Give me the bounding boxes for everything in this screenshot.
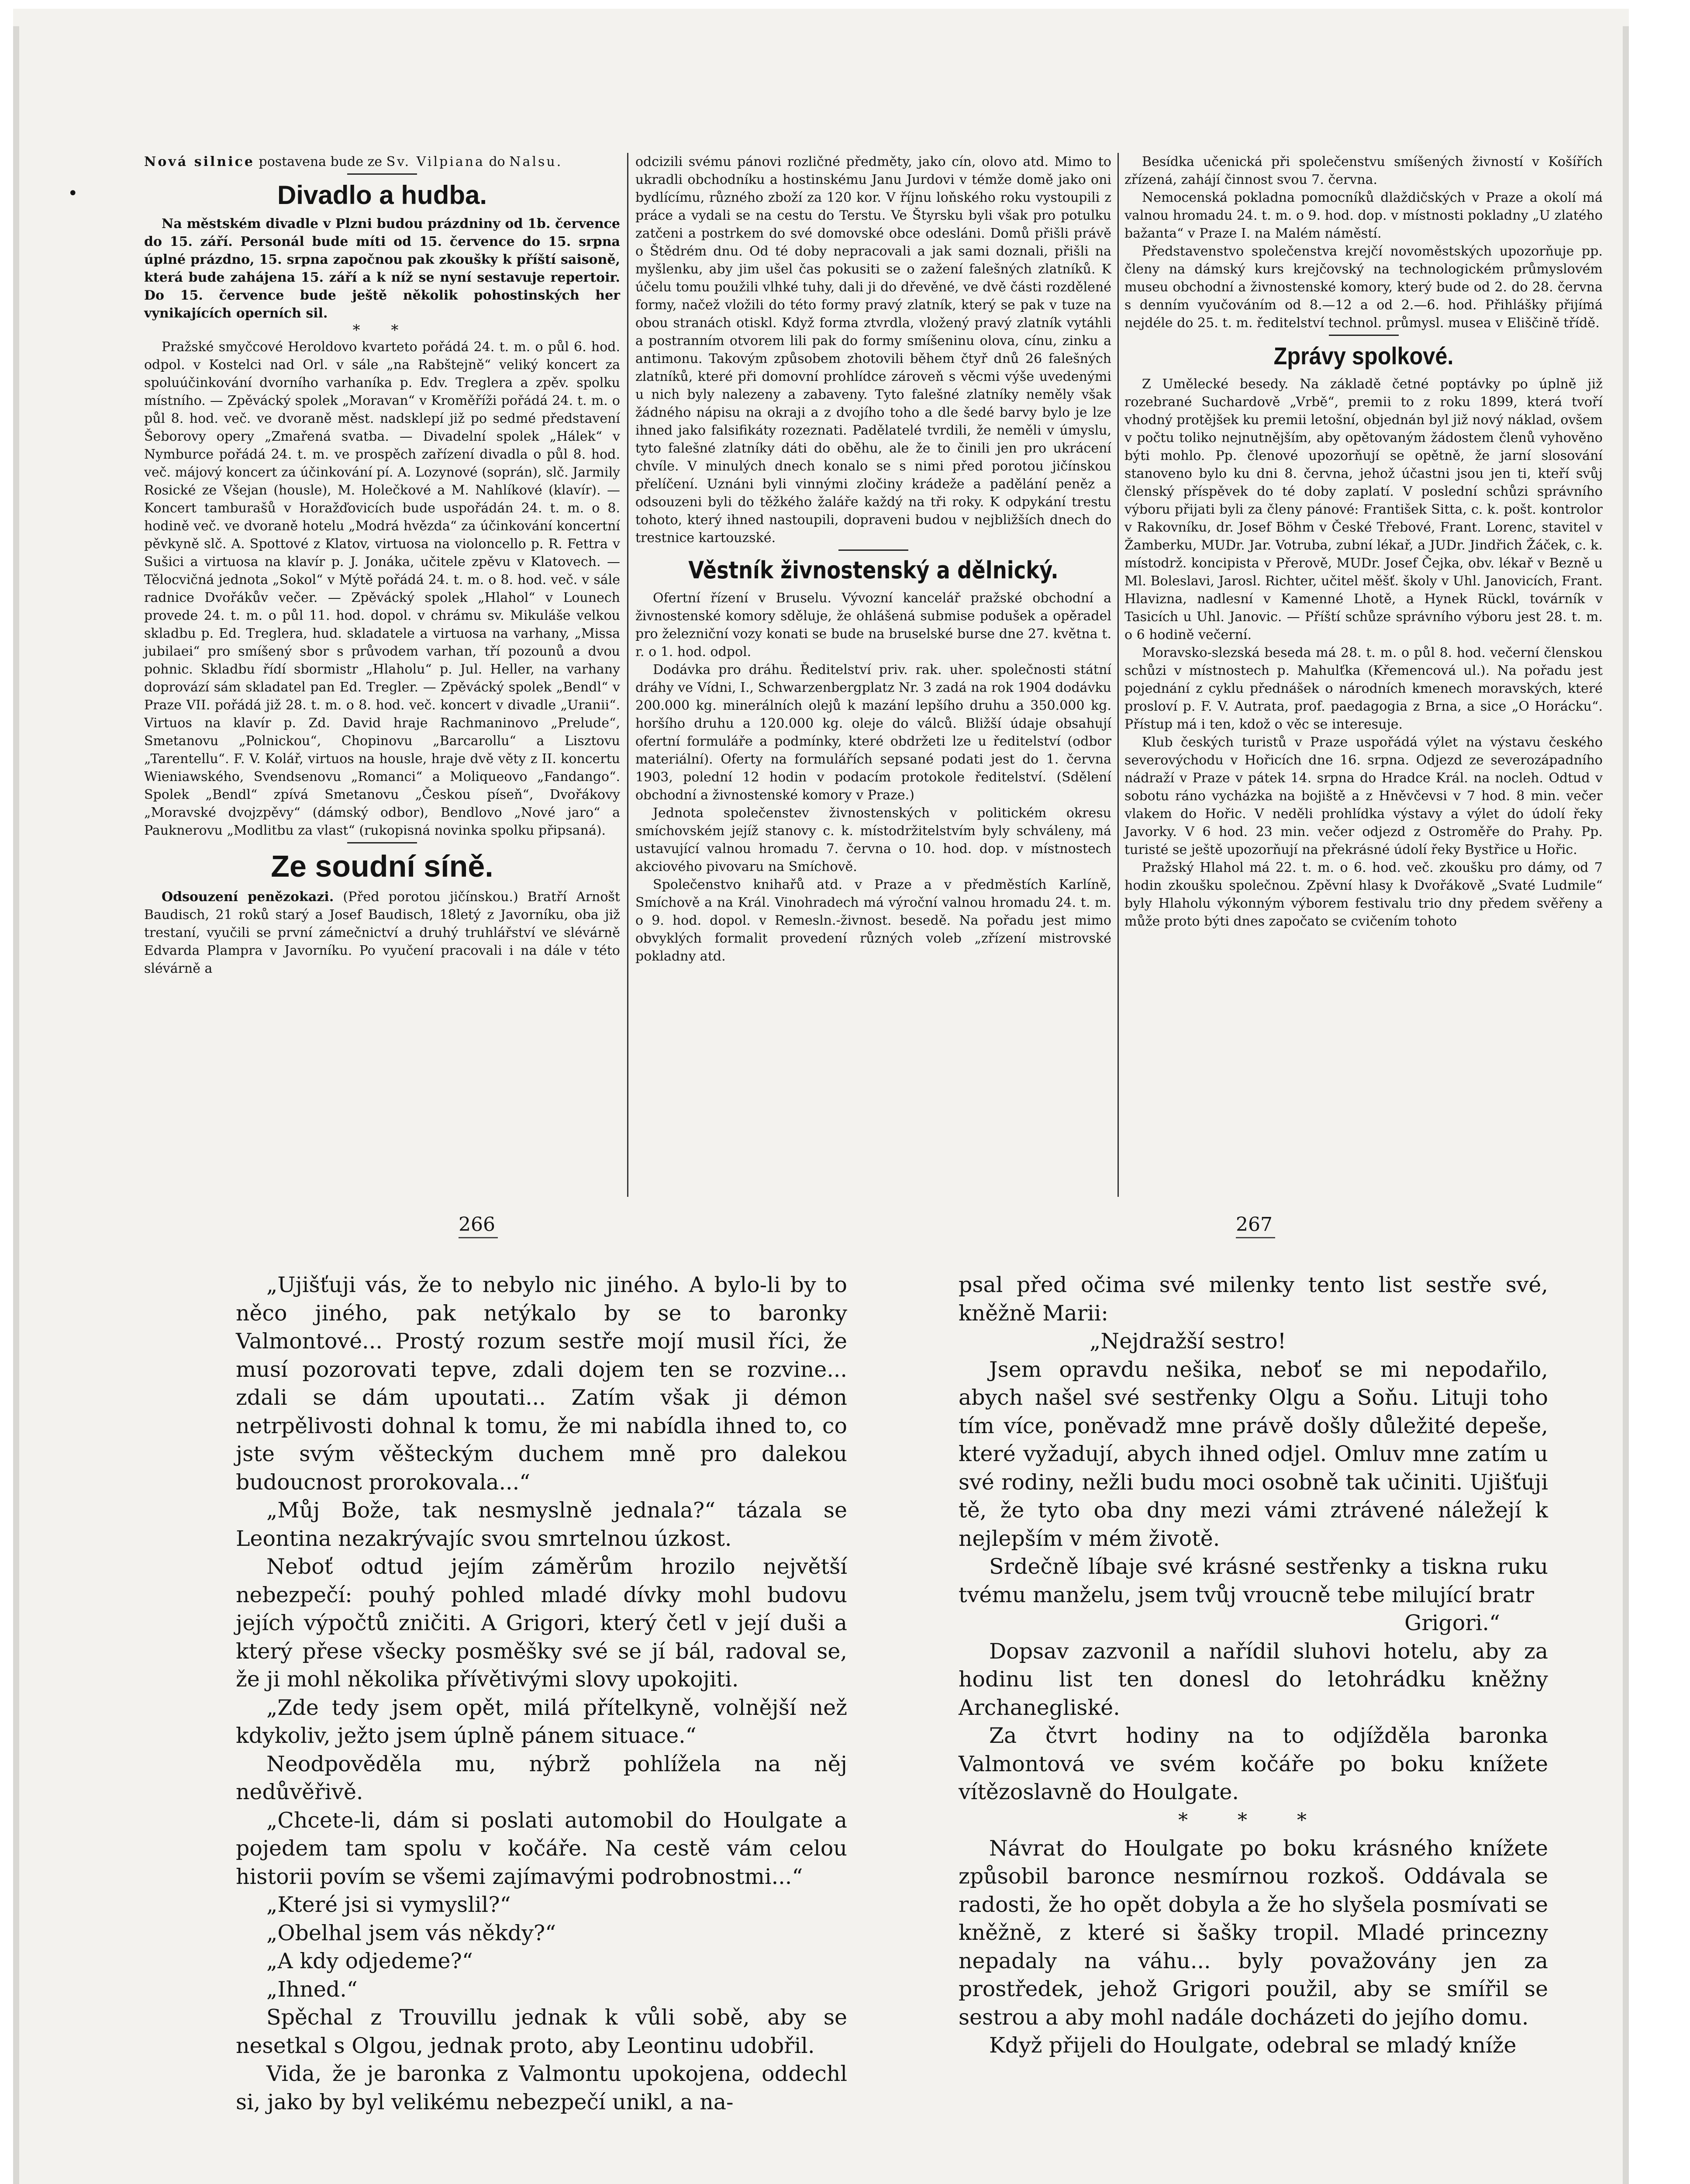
right-paragraph-3: Představenstvo společenstva krejčí novoměstských upozorňuje pp. členy na dámský kurs krejčovský na technologickém průmyslovém museu obchodní a živnostenské komory, který bude od 2. do 28. června s denním vyučováním od 8.—12 a od 2.—6. hod. Přihlášky přijímá nejdéle do 25. t. m. ředitelství technol. průmysl. musea v Eliščině třídě. [1124,244,1603,331]
page-edge-right [1623,26,1629,2184]
novel-paragraph: Neodpověděla mu, nýbrž pohlížela na něj nedůvěřivě. [236,1751,847,1804]
novel-paragraph: psal před očima své milenky tento list sestře své, kněžně Marii: [959,1272,1548,1326]
novel-paragraph: Když přijeli do Houlgate, odebral se mladý kníže [989,2033,1517,2058]
novel-page-right [959,1271,1548,2060]
novel-paragraph: „Chcete-li, dám si poslati automobil do Houlgate a pojedem tam spolu v kočáře. Na cestě vám celou historii povím se všemi zajímavými podrobnostmi...“ [236,1807,847,1889]
heading-divadlo: Divadlo a hudba. [277,180,487,210]
novel-page-left [236,1271,847,2116]
page-number-right: 267 [1236,1213,1273,1236]
column-rule [1117,153,1119,1197]
margin-bullet: • [68,183,78,204]
divadlo-paragraph-1: Na městském divadle v Plzni budou prázdniny od 1b. července do 15. září. Personál bude míti od 15. července do 15. srpna úplné prázdno, 15. srpna započnou pak zkoušky k příští saisoně, která bude zahájena 15. září a k níž se nyní sestavuje repertoir. Do 15. července bude ještě několik pohostinských her vynikajících operních sil. [144,216,620,321]
heading-zpravy: Zprávy spolkové. [1273,342,1454,370]
right-paragraph-1: Besídka učenická při společenstvu smíšených živností v Košířích zřízená, zahájí činnost svou 7. června. [1124,154,1603,187]
heading-vestnik: Věstník živnostenský a dělnický. [688,556,1059,584]
novel-paragraph: Neboť odtud jejím záměrům hrozilo největší nebezpečí: pouhý pohled mladé dívky mohl budovu jejích výpočtů zničiti. A Grigori, který četl v její duši a který přese všecky posměšky své se jí bál, radoval se, že ji mohl několika přívětivými slovy upokojiti. [236,1554,847,1692]
novel-paragraph: Srdečně líbaje své krásné sestřenky a tiskna ruku tvému manželu, jsem tvůj vroucně tebe milující bratr [959,1554,1548,1607]
zpravy-paragraph-3: Klub českých turistů v Praze uspořádá výlet na výstavu českého severovýchodu v Hořicích dne 16. srpna. Odjezd ze severozápadního nádraží v Praze v pátek 14. srpna do Hradce Král. na nocleh. Odtud v sobotu ráno vycházka na bojiště a z Hněvčevsi v 7 hod. 8 min. večer vlakem do Hořic. V neděli prohlídka výstavy a výlet do údolí řeky Javorky. V 6 hod. 23 min. večer odjezd z Ostroměře do Prahy. Pp. turisté se ještě upozorňují na překrásné údolí řeky Bystřice u Hořic. [1124,735,1603,857]
zpravy-paragraph-2: Moravsko-slezská beseda má 28. t. m. o půl 8. hod. večerní členskou schůzi v místnostech p. Mahulťka (Křemencová ul.). Na pořadu jest pojednání z cyklu přednášek o národních kmenech moravských, které prosloví p. F. V. Autrata, prof. paedagogia z Brna, a sice „O Horácku“. Přístup má i ten, kdož o věc se interesuje. [1124,645,1603,732]
novel-paragraph: „Obelhal jsem vás někdy?“ [266,1920,556,1946]
vestnik-paragraph-1: Ofertní řízení v Bruselu. Vývozní kancelář pražské obchodní a živnostenské komory sděluje, že ohlášená submise podušek a opěradel pro železniční vozy konati se bude na bruselské burse dne 27. května t. r. o 1. hod. odpol. [635,591,1111,660]
soud-paragraph: Odsouzení penězokazi. (Před porotou jičínskou.) Bratří Arnošt Baudisch, 21 roků starý a Josef Baudisch, 18letý z Javorníku, oba již trestaní, vyučili se první zámečnictví a druhý truhlářství ve slévárně Edvarda Plampra v Javorníku. Po vyučení pracovali i na dále v této slévárně a [144,889,620,976]
novel-paragraph: Návrat do Houlgate po boku krásného knížete způsobil baronce nesmírnou rozkoš. Oddávala se radosti, že ho opět dobyla a že ho slyšela posmívati se kněžně, z které si šašky tropil. Mladé princezny nepadaly na váhu... byly považovány jen za prostředek, jehož Grigori použil, aby se smířil se sestrou a aby mohl nadále docházeti do jejího domu. [959,1835,1548,2030]
column-middle [635,153,1111,965]
divider [347,842,417,843]
letter-signature: Grigori.“ [1404,1610,1500,1635]
right-paragraph-2: Nemocenská pokladna pomocníků dlaždičských v Praze a okolí má valnou hromadu 24. t. m. o 9. hod. dop. v místnosti pokladny „U zlatého bažanta“ v Praze I. na Malém náměstí. [1124,190,1603,241]
zpravy-paragraph-4: Pražský Hlahol má 22. t. m. o 6. hod. več. zkoušku pro dámy, od 7 hodin zkoušku společnou. Zpěvní hlasy k Dvořákově „Svaté Ludmile“ byly Hlaholu výkonným výborem festivalu trio dny předem svěřeny a může proto býti dnes započato se cvičením tohoto [1124,860,1603,929]
column-rule [627,153,628,1197]
vestnik-paragraph-4: Společenstvo knihařů atd. v Praze a v předměstích Karlíně, Smíchově a na Král. Vinohradech má výroční valnou hromadu 24. t. m. o 9. hod. dopol. v Remesln.-živnost. besedě. Na pořadu jest mimo obvyklých formalit provedení různých voleb „zřízení mistrovské pokladny atd. [635,877,1111,964]
vestnik-paragraph-3: Jednota společenstev živnostenských v politickém okresu smíchovském jejíž stanovy c. k. místodržitelstvím byly schváleny, má ustavující valnou hromadu 7. června o 10. hod. dop. v místnostech akciového pivovaru na Smíchově. [635,805,1111,874]
novel-paragraph: „Ujišťuji vás, že to nebylo nic jiného. A bylo-li by to něco jiného, pak netýkalo by se to baronky Valmontové... Prostý rozum sestře mojí musil říci, že musí pozorovati tepve, zdali dojem ten se rozvine... zdali se dám upoutati... Zatím však ji démon netrpělivosti dohnal k tomu, že mi nabídla ihned to, co jste svým věšteckým duchem mně pro dalekou budoucnost prorokovala...“ [236,1272,847,1495]
column-left [144,153,620,978]
vestnik-paragraph-2: Dodávka pro dráhu. Ředitelství priv. rak. uher. společnosti státní dráhy ve Vídni, I., Schwarzenbergplatz Nr. 3 zadá na rok 1904 dodávku 200.000 kg. minerálních olejů k mazání lepšího druhu a 350.000 kg. horšího druhu a 120.000 kg. oleje do válců. Bližší údaje obsahují ofertní formuláře a podmínky, které obdržeti lze u ředitelství (odbor materiální). Oferty na formulářích sepsané podati jest do 1. června 1903, polední 12 hodin v podacím protokole ředitelství. (Sdělení obchodní a živnostenské komory v Praze.) [635,662,1111,803]
novel-paragraph: „Ihned.“ [266,1977,358,2002]
zpravy-paragraph-1: Z Umělecké besedy. Na základě četné poptávky po úplně již rozebrané Suchardově „Vrbě“, premii to z roku 1899, která tvoří vhodný protějšek ku premii letošní, objednán byl již nový náklad, ovšem v počtu toliko nejnutnějším, aby opětovaným žádostem členů vyhověno býti mohlo. Pp. členové upozorňují se opětně, že jarní slosování stanoveno bylo ku dni 8. června, jehož účastni jsou jen ti, kteří svůj členský příspěvek do té doby zaplatí. V poslední schůzi správního výboru přijati byli za členy pánové: František Sitta, c. k. pošt. kontrolor v Rakovníku, dr. Josef Böhm v České Třebové, Frant. Lorenc, stavitel v Žamberku, MUDr. Jar. Votruba, zubní lékař, a JUDr. Jindřich Žáček, c. k. místodrž. koncipista v Přerově, MUDr. Josef Čejka, obv. lékař v Bezně u Ml. Boleslavi, Jarosl. Richter, učitel měšť. školy v Uhl. Janovicích, Frant. Hlavizna, nadlesní v Kamenné Lhotě, a Hynek Rückl, továrník v Tasicích u Uhl. Janovic. — Příští schůze správního výboru jest 28. t. m. o 6 hodině večerní. [1124,377,1603,643]
letter-salutation: „Nejdražší sestro! [1090,1329,1286,1354]
separator-stars: * * [352,321,412,339]
novel-paragraph: Jsem opravdu nešika, neboť se mi nepodařilo, abych našel své sestřenky Olgu a Soňu. Lituji toho tím více, poněvadž mne právě došly důležité depeše, které vyžadují, abych ihned odjel. Omluv mne zatím u své rodiny, nežli budu moci osobně tak učiniti. Ujišťuji tě, že tyto oba dny mezi vámi ztrávené náležejí k nejlepším v mém životě. [959,1357,1548,1551]
divider [1329,335,1399,336]
novel-paragraph: Spěchal z Trouvillu jednak k vůli sobě, aby se nesetkal s Olgou, jednak proto, aby Leontinu udobřil. [236,2005,847,2058]
page-number-rule [459,1237,498,1238]
intro-paragraph: Nová silnice postavena bude ze Sv. Vilpiana do Nalsu. [144,154,563,169]
novel-paragraph: „Které jsi si vymyslil?“ [266,1892,511,1917]
separator-stars: * * * [1178,1809,1328,1832]
divider [838,549,908,551]
divadlo-paragraph-2: Pražské smyčcové Heroldovo kvarteto pořádá 24. t. m. o půl 6. hod. odpol. v Kostelci nad Orl. v sále „na Rabštejně“ veliký koncert za spoluúčinkování dvorního varhaníka p. Edv. Treglera a zpěv. spolku místního. — Zpěvácký spolek „Moravan“ v Kroměříži pořádá 24. t. m. o půl 8. hod. več. ve dvoraně měst. nadsklepí již po sedmé představení Šeborovy opery „Zmařená svatba. — Divadelní spolek „Hálek“ v Nymburce pořádá 24. t. m. ve prospěch zařízení divadla o půl 8. hod. več. májový koncert za účinkování pí. A. Lozynové (soprán), slč. Jarmily Rosické ze Všejan (housle), M. Holečkové a M. Nahlíkové (klavír). — Koncert tamburašů v Horažďovicích bude uspořádán 24. t. m. o 8. hodině več. ve dvoraně hotelu „Modrá hvězda“ za účinkování koncertní pěvkyně slč. A. Spottové z Klatov, virtuosa na violoncello p. R. Fettra v Sušici a virtuosa na klavír p. J. Jonáka, učitele zpěvu v Klatovech. — Tělocvičná jednota „Sokol“ v Mýtě pořádá 24. t. m. o 8. hod. več. v sále radnice Dvořákův večer. — Zpěvácký spolek „Hlahol“ v Lounech provede 24. t. m. o půl 11. hod. dopol. v chrámu sv. Mikuláše velkou skladbu p. Ed. Treglera, hud. skladatele a virtuosa na varhany, „Missa jubilaei“ pro smíšený sbor s průvodem varhan, tří pozounů a dvou pohnic. Skladbu řídí sbormistr „Hlaholu“ p. Jul. Heller, na varhany doprovází sám skladatel pan Ed. Tregler. — Zpěvácký spolek „Bendl“ v Praze VII. pořádá již 28. t. m. o 8. hod. več. koncert v divadle „Uranii“. Virtuos na klavír p. Zd. David hraje Rachmaninovo „Prelude“, Smetanovu „Polnickou“, Chopinovu „Barcarollu“ a Lisztovu „Tarentellu“. F. V. Kolář, virtuos na housle, hraje dvě věty z II. koncertu Wieniawského, Svendsenovu „Romanci“ a Moliqueovo „Fandango“. Spolek „Bendl“ zpívá Smetanovu „Českou píseň“, Dvořákovy „Moravské dvojzpěvy“ (dámský odbor), Bendlovo „Nové jaro“ a Pauknerovu „Modlitbu za vlast“ (rukopisná novinka spolku připsaná). [144,339,620,838]
novel-paragraph: Vida, že je baronka z Valmontu upokojena, oddechl si, jako by byl velikému nebezpečí unikl, a na- [236,2061,847,2115]
column-right [1124,153,1603,930]
heading-soud: Ze soudní síně. [271,849,493,883]
novel-paragraph: Za čtvrt hodiny na to odjížděla baronka Valmontová ve svém kočáře po boku knížete vítězoslavně do Houlgate. [959,1723,1548,1804]
novel-paragraph: „A kdy odjedeme?“ [266,1949,473,1973]
novel-paragraph: „Zde tedy jsem opět, milá přítelkyně, volnější než kdykoliv, ježto jsem úplně pánem situace.“ [236,1695,847,1748]
page-edge-left [13,26,19,2184]
novel-paragraph: Dopsav zazvonil a nařídil sluhovi hotelu, aby za hodinu list ten donesl do letohrádku kněžny Archanegliské. [959,1638,1548,1720]
mid-paragraph-1: odcizili svému pánovi rozličné předměty, jako cín, olovo atd. Mimo to ukradli obchodníku a hostinskému Janu Jurdovi v témže domě jako oni bydlícímu, různého zboží za 120 kor. V říjnu loňského roku vystoupili z práce a vydali se na cestu do Terstu. Ve Štyrsku byli však pro potulku zatčeni a postrkem do své domovské obce odesláni. Domů přišli právě o Štědrém dnu. Od té doby nepracovali a jak sami doznali, přišli na myšlenku, aby jim ušel čas pokusiti se o zažení falešných zlatníků. K účelu tomu použili vlhké tuhy, dali ji do dřevěné, ve dvě části rozdělené formy, načež vložili do této formy pravý zlatník, který se pak v tuze na obou stranách otiskl. Když forma ztvrdla, vložený pravý zlatník vytáhli a postranním otvorem lili pak do formy smíšeninu olova, cínu, zinku a antimonu. Takovým způsobem zhotovili během čtyř dnů 26 falešných zlatníků, které při domovní prohlídce zároveň s věcmi výše uvedenými u nich byly nalezeny a zabaveny. Tyto falešné zlatníky neměly však žádného nápisu na okraji a z dvojího toho a dle šedé barvy bylo je lze ihned jako falsifikáty rozeznati. Padělatelé tvrdili, že neměli v úmyslu, tyto falešné zlatníky dáti do oběhu, ale že to činili jen pro ukrácení chvíle. V minulých dnech konalo se s nimi před porotou jičínskou přelíčení. Uznáni byli vinnými zločiny krádeže a padělání peněz a odsouzeni byli do těžkého žaláře každý na tři roky. K odpykání trestu tohoto, který ihned nastoupili, dopraveni budou v nejbližších dnech do trestnice kartouzské. [635,154,1111,546]
novel-paragraph: „Můj Bože, tak nesmyslně jednala?“ tázala se Leontina nezakrývajíc svou smrtelnou úzkost. [236,1498,847,1551]
page-number-left: 266 [459,1213,495,1236]
divider [347,173,417,175]
page-number-rule [1236,1237,1275,1238]
